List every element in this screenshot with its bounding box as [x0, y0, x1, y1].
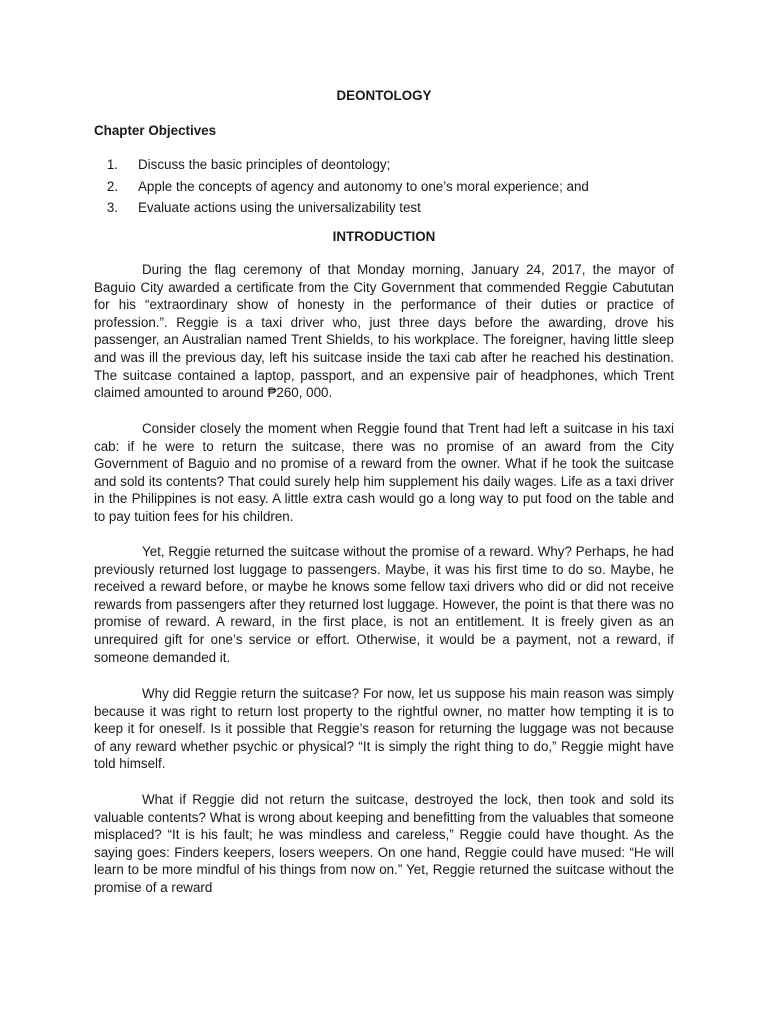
- objective-item: [94, 156, 589, 178]
- body-paragraph: Consider closely the moment when Reggie found that Trent had left a suitcase in his taxi cab: if he were to return the suitcase, there was no promise of an award from the City Government of Baguio and no promise of a reward from the owner. What if he took the suitcase and sold its contents? That could surely help him supplement his daily wages. Life as a taxi driver in the Philippines is not easy. A little extra cash would go a long way to put food on the table and to pay tuition fees for his children.: [94, 421, 674, 524]
- objective-number: 1.: [106, 157, 118, 172]
- objectives-list: [94, 156, 589, 221]
- objective-text: Apple the concepts of agency and autonomy to one’s moral experience; and: [138, 178, 589, 194]
- introduction-heading: INTRODUCTION: [332, 229, 436, 244]
- objective-number: 2.: [106, 178, 118, 194]
- objective-number: 3.: [106, 200, 118, 215]
- objective-text: Discuss the basic principles of deontology;: [138, 157, 391, 172]
- objective-item: [94, 199, 589, 221]
- document-title: DEONTOLOGY: [336, 88, 432, 103]
- objective-text: Evaluate actions using the universalizability test: [138, 200, 421, 215]
- body-paragraph: What if Reggie did not return the suitcase, destroyed the lock, then took and sold its valuable contents? What is wrong about keeping and benefitting from the valuables that someone misplaced? “It is his fault; he was mindless and careless,” Reggie could have thought. As the saying goes: Finders keepers, losers weepers. On one hand, Reggie could have mused: “He will learn to be more mindful of his things from now on.” Yet, Reggie returned the suitcase without the promise of a reward: [94, 792, 674, 895]
- chapter-objectives-heading: Chapter Objectives: [94, 123, 217, 138]
- body-paragraph: During the flag ceremony of that Monday morning, January 24, 2017, the mayor of Baguio City awarded a certificate from the City Government that commended Reggie Cabututan for his “extraordinary show of honesty in the performance of their duties or practice of profession.”. Reggie is a taxi driver who, just three days before the awarding, drove his passenger, an Australian named Trent Shields, to his workplace. The foreigner, having little sleep and was ill the previous day, left his suitcase inside the taxi cab after he reached his destination. The suitcase contained a laptop, passport, and an expensive pair of headphones, which Trent claimed amounted to around ₱260, 000.: [94, 262, 674, 401]
- body-paragraph: Why did Reggie return the suitcase? For now, let us suppose his main reason was simply because it was right to return lost property to the rightful owner, no matter how tempting it is to keep it for oneself. Is it possible that Reggie’s reason for returning the luggage was not because of any reward whether psychic or physical? “It is simply the right thing to do,” Reggie might have told himself.: [94, 686, 674, 772]
- objective-item: [94, 178, 589, 200]
- body-paragraph: Yet, Reggie returned the suitcase without the promise of a reward. Why? Perhaps, he had previously returned lost luggage to passengers. Maybe, it was his first time to do so. Maybe, he received a reward before, or maybe he knows some fellow taxi drivers who did or did not receive rewards from passengers after they returned lost luggage. However, the point is that there was no promise of reward. A reward, in the first place, is not an entitlement. It is freely given as an unrequired gift for one’s service or effort. Otherwise, it would be a payment, not a reward, if someone demanded it.: [94, 544, 674, 665]
